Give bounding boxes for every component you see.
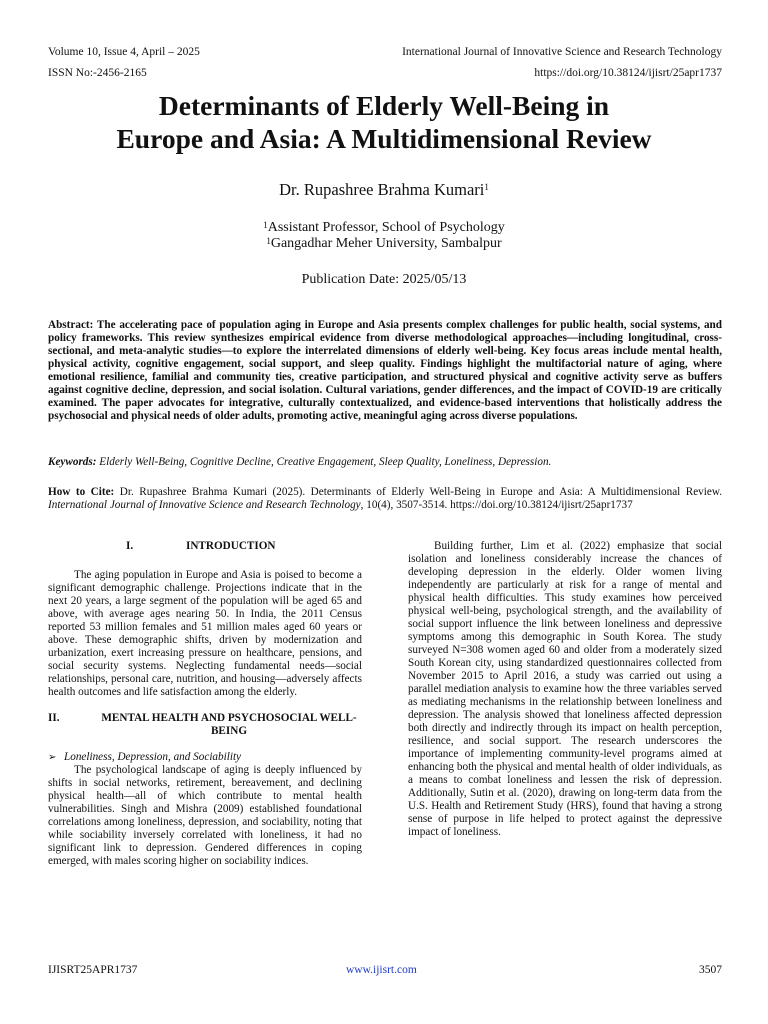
keywords-label: Keywords: — [48, 456, 97, 468]
header-volume: Volume 10, Issue 4, April – 2025 — [48, 46, 200, 58]
arrow-bullet-icon: ➢ — [48, 752, 57, 763]
paper-title — [0, 89, 768, 155]
section-2-heading — [48, 712, 362, 738]
abstract — [48, 319, 722, 423]
affil-1-text: Assistant Professor, School of Psychology — [267, 220, 505, 235]
footer-website-link[interactable]: www.ijisrt.com — [346, 964, 417, 976]
right-column — [408, 540, 722, 839]
section-1-number: I. — [126, 540, 134, 552]
how-to-cite-text-a: Dr. Rupashree Brahma Kumari (2025). Determinants of Elderly Well-Being in Europe and Asia: A Multidimensional Review. — [119, 486, 723, 498]
publication-date: Publication Date: 2025/05/13 — [301, 272, 467, 287]
paper-title-line-2: Europe and Asia: A Multidimensional Review — [116, 123, 652, 154]
how-to-cite-journal: International Journal of Innovative Science and Research Technology — [48, 499, 361, 511]
section-2-paragraph: The psychological landscape of aging is deeply influenced by shifts in social networks, retirement, bereavement, and declining physical health—all of which contribute to mental health vulnerabilities. Singh and Mishra (2009) established foundational correlations among loneliness, depression, and sociability, noting that while sociability inversely correlated with loneliness, it had no significant link to depression. Gendered differences in coping emerged, with males scoring higher on sociability indices. — [48, 764, 362, 867]
affiliation-line-2 — [0, 236, 768, 252]
how-to-cite — [48, 486, 722, 512]
how-to-cite-label: How to Cite: — [48, 486, 115, 498]
right-column-paragraph: Building further, Lim et al. (2022) emphasize that social isolation and loneliness considerably increase the chances of developing depression in the elderly. Older women living independently are particularly at risk for a range of mental and physical health difficulties. This study examines how perceived physical well-being, psychological strength, and the availability of social support influence the link between loneliness and depressive symptoms among this demographic in South Korea. The study surveyed N=308 women aged 60 and older from a moderately sized South Korean city, using standardized questionnaires collected from November 2015 to April 2016, a study was carried out using a parallel mediation analysis to examine how the three variables served as mediating mechanisms in the relationship between loneliness and depression. The analysis showed that loneliness affected depression both directly and indirectly through its impact on health perception, resilience, and social support. The research underscores the importance of implementing community-level programs aimed at enhancing both the physical and mental health of older individuals, as a means to combat loneliness and lessen the risk of depression. Additionally, Sutin et al. (2020), drawing on long-term data from the U.S. Health and Retirement Study (HRS), found that having a strong sense of purpose in life helped to protect against the depressive impact of loneliness. — [408, 540, 722, 838]
author-name — [0, 180, 768, 200]
header-issn: ISSN No:-2456-2165 — [48, 67, 147, 79]
keywords-text: Elderly Well-Being, Cognitive Decline, Creative Engagement, Sleep Quality, Loneliness, Depression. — [99, 456, 552, 468]
abstract-label: Abstract: — [48, 319, 94, 331]
abstract-text: The accelerating pace of population aging in Europe and Asia presents complex challenges for public health, social systems, and policy frameworks. This review synthesizes empirical evidence from diverse methodological approaches—including longitudinal, cross-sectional, and meta-analytic studies—to explore the interrelated dimensions of elderly well-being. Key focus areas include mental health, physical activity, cognitive engagement, social support, and sleep quality. Findings highlight the multifactorial nature of aging, where emotional resilience, familial and community ties, creative participation, and structured physical and cognitive activity serve as buffers against cognitive decline, depression, and social isolation. Cultural variations, gender differences, and the impact of COVID-19 are critically examined. The paper advocates for integrative, culturally contextualized, and evidence-based interventions that holistically address the psychosocial and physical needs of older adults, promoting active, meaningful aging across diverse populations. — [48, 319, 722, 422]
intro-paragraph: The aging population in Europe and Asia is poised to become a significant demographic challenge. Projections indicate that in the next 20 years, a large segment of the population will be aged 65 and above, with average ages nearing 50. In India, the 2011 Census reported 53 million females and 51 million males aged 60 years or above. These demographic shifts, driven by modernization and urbanization, exert increasing pressure on healthcare, pensions, and social security systems. Neglecting fundamental needs—social relationships, personal care, nutrition, and housing—adversely affects health outcomes and life satisfaction among the elderly. — [48, 569, 362, 698]
section-2-number: II. — [48, 712, 60, 724]
subsection-heading — [48, 751, 362, 764]
section-1-title: INTRODUCTION — [186, 540, 276, 552]
header-doi-link[interactable]: https://doi.org/10.38124/ijisrt/25apr1737 — [534, 67, 722, 79]
paper-title-line-1: Determinants of Elderly Well-Being in — [158, 90, 610, 121]
header-journal-name: International Journal of Innovative Science and Research Technology — [402, 46, 722, 58]
affil-2-marker: 1 — [266, 236, 271, 246]
footer-page-number: 3507 — [699, 964, 722, 976]
section-1-heading — [48, 540, 362, 553]
left-column — [48, 540, 362, 868]
author-name-text: Dr. Rupashree Brahma Kumari — [279, 180, 485, 199]
subsection-title: Loneliness, Depression, and Sociability — [64, 751, 242, 763]
footer-paper-id: IJISRT25APR1737 — [48, 964, 138, 976]
affil-1-marker: 1 — [263, 220, 268, 230]
author-affil-marker: 1 — [484, 182, 489, 192]
how-to-cite-text-b[interactable]: , 10(4), 3507-3514. https://doi.org/10.38124/ijisrt/25apr1737 — [360, 499, 633, 511]
affiliation-line-1 — [0, 220, 768, 236]
section-2-title: MENTAL HEALTH AND PSYCHOSOCIAL WELL-BEING — [101, 712, 357, 737]
keywords — [48, 456, 722, 469]
affil-2-text: Gangadhar Meher University, Sambalpur — [270, 236, 502, 251]
